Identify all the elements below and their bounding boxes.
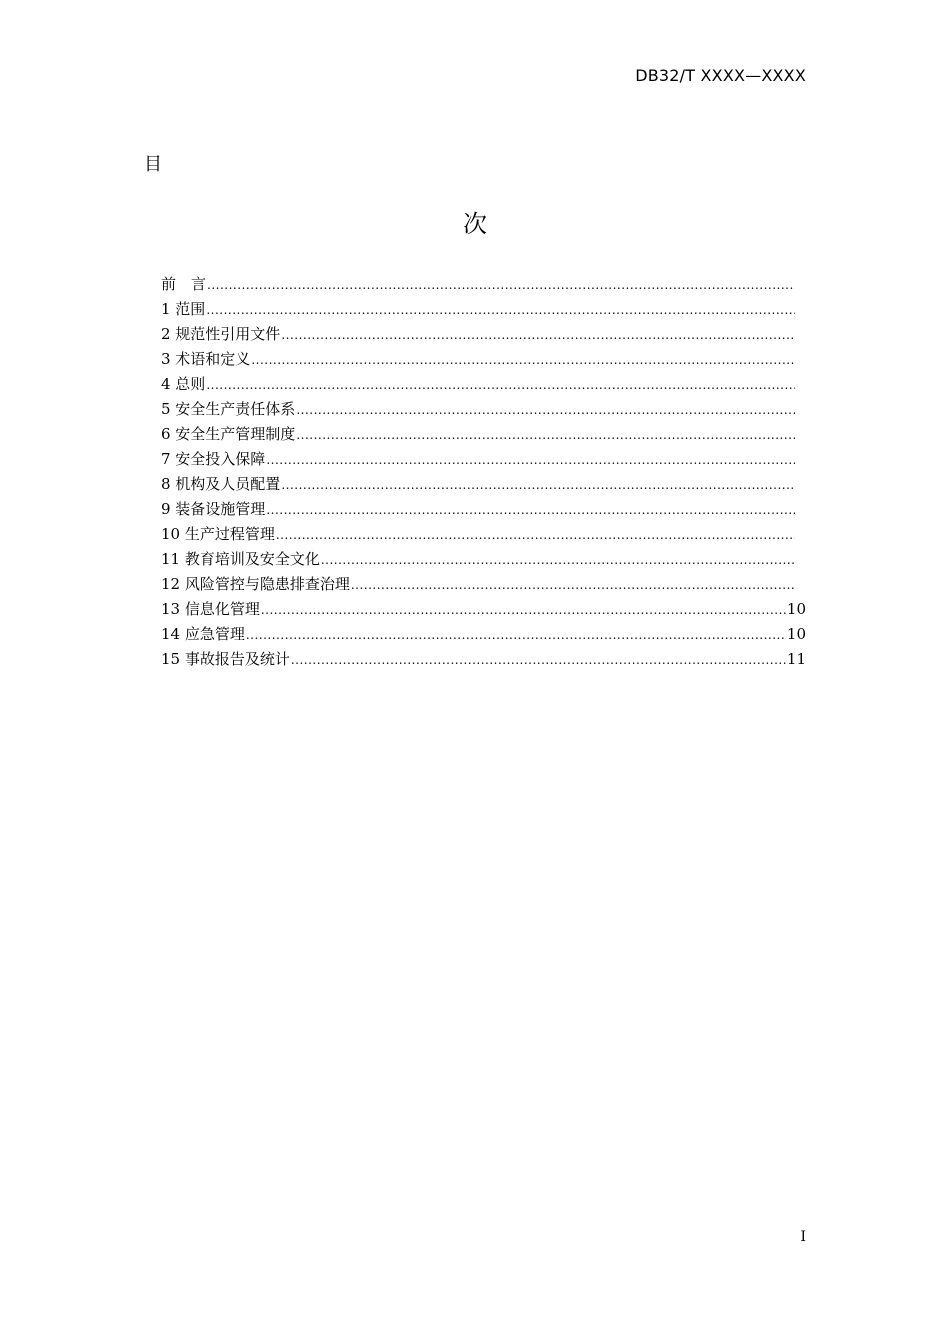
toc-entry-8[interactable] bbox=[161, 472, 806, 497]
table-of-contents bbox=[161, 272, 806, 672]
toc-entry-3[interactable] bbox=[161, 347, 806, 372]
toc-entry-foreword[interactable] bbox=[161, 272, 806, 297]
toc-entry-14[interactable] bbox=[161, 622, 806, 647]
toc-entry-label: 1 范围 bbox=[161, 300, 206, 318]
toc-entry-label: 13 信息化管理 bbox=[161, 600, 260, 618]
toc-entry-15[interactable] bbox=[161, 647, 806, 672]
toc-entry-label: 5 安全生产责任体系 bbox=[161, 400, 296, 418]
toc-leader-dots bbox=[291, 648, 786, 673]
toc-leader-dots bbox=[266, 498, 795, 523]
toc-leader-dots bbox=[246, 623, 786, 648]
toc-leader-dots bbox=[296, 423, 795, 448]
toc-entry-12[interactable] bbox=[161, 572, 806, 597]
toc-leader-dots bbox=[351, 573, 795, 598]
toc-entry-13[interactable] bbox=[161, 597, 806, 622]
toc-entry-1[interactable] bbox=[161, 297, 806, 322]
toc-leader-dots bbox=[296, 398, 795, 423]
toc-entry-page: 11 bbox=[786, 650, 806, 668]
toc-entry-page: 10 bbox=[786, 625, 806, 643]
toc-entry-11[interactable] bbox=[161, 547, 806, 572]
toc-leader-dots bbox=[206, 298, 795, 323]
toc-entry-4[interactable] bbox=[161, 372, 806, 397]
toc-entry-label: 11 教育培训及安全文化 bbox=[161, 550, 320, 568]
toc-entry-label: 4 总则 bbox=[161, 375, 206, 393]
toc-leader-dots bbox=[251, 348, 795, 373]
toc-entry-label: 14 应急管理 bbox=[161, 625, 245, 643]
toc-entry-5[interactable] bbox=[161, 397, 806, 422]
toc-entry-page: 10 bbox=[786, 600, 806, 618]
toc-entry-label: 前 言 bbox=[161, 275, 207, 293]
page-number: I bbox=[800, 1229, 806, 1245]
toc-leader-dots bbox=[207, 273, 795, 298]
document-code: DB32/T XXXX—XXXX bbox=[635, 66, 806, 85]
toc-entry-6[interactable] bbox=[161, 422, 806, 447]
toc-entry-label: 2 规范性引用文件 bbox=[161, 325, 281, 343]
toc-entry-label: 10 生产过程管理 bbox=[161, 525, 275, 543]
toc-entry-7[interactable] bbox=[161, 447, 806, 472]
toc-leader-dots bbox=[321, 548, 795, 573]
toc-entry-label: 6 安全生产管理制度 bbox=[161, 425, 296, 443]
toc-entry-10[interactable] bbox=[161, 522, 806, 547]
toc-leader-dots bbox=[206, 373, 795, 398]
toc-entry-label: 8 机构及人员配置 bbox=[161, 475, 281, 493]
toc-leader-dots bbox=[266, 448, 795, 473]
toc-entry-label: 7 安全投入保障 bbox=[161, 450, 266, 468]
toc-leader-dots bbox=[281, 323, 795, 348]
toc-entry-label: 3 术语和定义 bbox=[161, 350, 251, 368]
toc-entry-label: 12 风险管控与隐患排查治理 bbox=[161, 575, 350, 593]
toc-leader-dots bbox=[276, 523, 795, 548]
toc-entry-label: 15 事故报告及统计 bbox=[161, 650, 290, 668]
toc-leader-dots bbox=[281, 473, 795, 498]
toc-title-part1: 目 bbox=[144, 154, 162, 175]
toc-entry-9[interactable] bbox=[161, 497, 806, 522]
toc-entry-label: 9 装备设施管理 bbox=[161, 500, 266, 518]
toc-entry-2[interactable] bbox=[161, 322, 806, 347]
toc-leader-dots bbox=[261, 598, 786, 623]
toc-title-part2: 次 bbox=[463, 210, 487, 238]
